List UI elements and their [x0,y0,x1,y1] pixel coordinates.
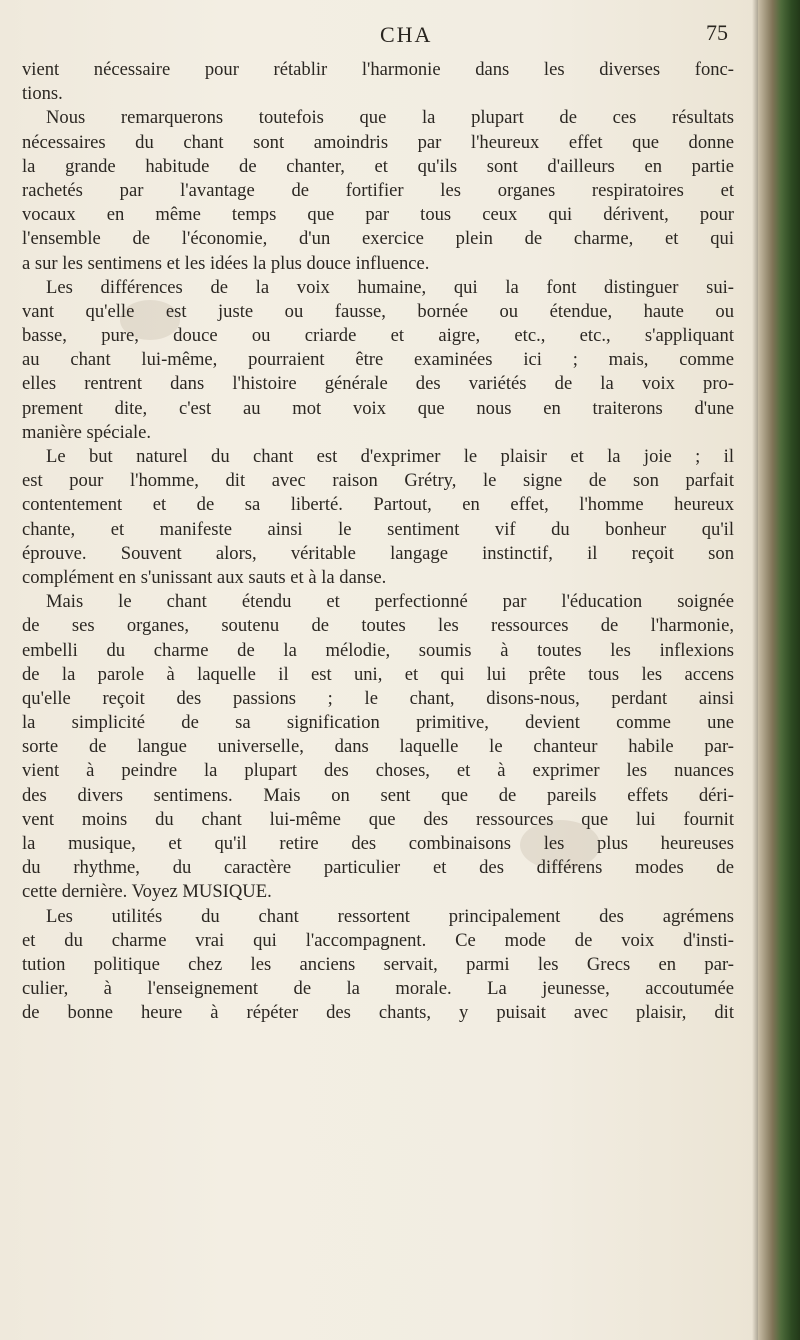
text-line: du rhythme, du caractère particulier et des différens modes de [22,857,734,879]
text-line: vient nécessaire pour rétablir l'harmonie dans les diverses fonc- [22,59,734,80]
text-line: rachetés par l'avantage de fortifier les organes respiratoires et [22,179,734,201]
text-line: de ses organes, soutenu de toutes les ressources de l'harmonie, [22,615,734,637]
paragraph-start: Mais le chant étendu et perfectionné par l'éducation soignée [46,591,734,613]
page-header [20,20,750,56]
text-line: prement dite, c'est au mot voix que nous en traiterons d'une [22,397,734,419]
text-line: culier, à l'enseignement de la morale. La jeunesse, accoutumée [22,978,734,1000]
text-line: vient à peindre la plupart des choses, et à exprimer les nuances [22,760,734,782]
text-line: au chant lui-même, pourraient être examinées ici ; mais, comme [22,349,734,371]
body-text [22,58,734,1026]
text-line: de la parole à laquelle il est uni, et qui lui prête tous les accens [22,663,734,685]
paragraph-start: Le but naturel du chant est d'exprimer le plaisir et la joie ; il [46,446,734,467]
paragraph-start: Nous remarquerons toutefois que la plupart de ces résultats [46,107,734,129]
text-line: et du charme vrai qui l'accompagnent. Ce mode de voix d'insti- [22,929,734,951]
text-line: éprouve. Souvent alors, véritable langage instinctif, il reçoit son [22,542,734,564]
text-line: vocaux en même temps que par tous ceux qui dérivent, pour [22,204,734,226]
text-line: basse, pure, douce ou criarde et aigre, etc., etc., s'appliquant [22,325,734,347]
text-line: la musique, et qu'il retire des combinaisons les plus heureuses [22,833,734,854]
text-line: cette dernière. Voyez MUSIQUE. [22,881,272,903]
text-line: sorte de langue universelle, dans laquelle le chanteur habile par- [22,736,734,758]
text-line: l'ensemble de l'économie, d'un exercice plein de charme, et qui [22,228,734,250]
text-line: manière spéciale. [22,421,152,443]
running-head: CHA [380,22,433,47]
text-line: des divers sentimens. Mais on sent que de pareils effets déri- [22,784,734,806]
text-line: nécessaires du chant sont amoindris par l'heureux effet que donne [22,131,734,153]
text-line: contentement et de sa liberté. Partout, en effet, l'homme heureux [22,494,734,516]
text-line: vent moins du chant lui-même que des ressources que lui fournit [22,808,734,830]
text-line: tions. [22,83,63,105]
page-number: 75 [706,20,728,45]
text-line: est pour l'homme, dit avec raison Grétry, le signe de son parfait [22,470,734,492]
book-spine [758,0,800,1340]
text-line: la grande habitude de chanter, et qu'ils sont d'ailleurs en partie [22,155,734,177]
text-line: tution politique chez les anciens servait, parmi les Grecs en par- [22,953,734,975]
text-line: elles rentrent dans l'histoire générale des variétés de la voix pro- [22,373,734,395]
text-line: a sur les sentimens et les idées la plus douce influence. [22,252,430,274]
text-line: de bonne heure à répéter des chants, y puisait avec plaisir, dit [22,1002,734,1024]
text-line: vant qu'elle est juste ou fausse, bornée ou étendue, haute ou [22,300,734,322]
text-line: chante, et manifeste ainsi le sentiment vif du bonheur qu'il [22,518,734,540]
paragraph-start: Les utilités du chant ressortent principalement des agrémens [46,905,734,927]
text-line: la simplicité de sa signification primitive, devient comme une [22,712,734,734]
text-line: embelli du charme de la mélodie, soumis à toutes les inflexions [22,639,734,661]
text-line: qu'elle reçoit des passions ; le chant, disons-nous, perdant ainsi [22,687,734,709]
text-line: complément en s'unissant aux sauts et à la danse. [22,566,387,588]
paragraph-start: Les différences de la voix humaine, qui la font distinguer sui- [46,276,734,298]
